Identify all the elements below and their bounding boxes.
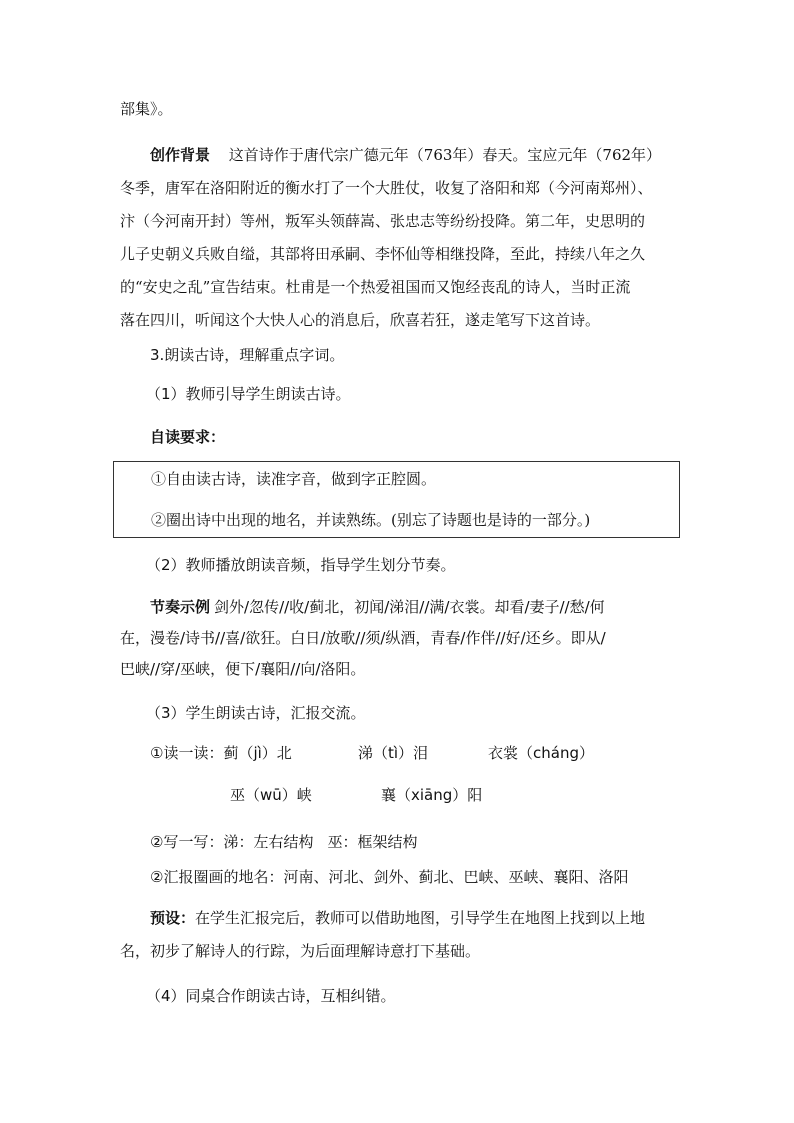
preset-line: 名，初步了解诗人的行踪，为后面理解诗意打下基础。 — [120, 942, 481, 960]
self-read-title: 自读要求： — [150, 428, 226, 446]
sub-step-3: （3）学生朗读古诗，汇报交流。 — [146, 704, 366, 722]
preset-text: 在学生汇报完后，教师可以借助地图，引导学生在地图上找到以上地 — [195, 909, 646, 927]
step-3-heading: 3.朗读古诗，理解重点字词。 — [150, 346, 345, 364]
preset-label: 预设： — [150, 909, 196, 927]
pinyin-item: 涕（tì）泪 — [358, 744, 429, 762]
background-line: 儿子史朝义兵败自缢，其部将田承嗣、李怀仙等相继投降，至此，持续八年之久 — [120, 245, 646, 263]
background-label: 创作背景 — [150, 146, 211, 164]
read-prefix: ①读一读： — [150, 744, 224, 762]
read-row-1 — [150, 743, 292, 763]
background-text: 这首诗作于唐代宗广德元年（763年）春天。宝应元年（762年） — [228, 146, 662, 164]
sub-step-2: （2）教师播放朗读音频，指导学生划分节奏。 — [146, 556, 456, 574]
rhythm-text: 剑外/忽传//收/蓟北，初闻/涕泪//满/衣裳。却看/妻子//愁/何 — [214, 598, 605, 616]
report-place-names: ②汇报圈画的地名：河南、河北、剑外、蓟北、巴峡、巫峡、襄阳、洛阳 — [150, 868, 629, 886]
background-line: 落在四川，听闻这个大快人心的消息后，欣喜若狂，遂走笔写下这首诗。 — [120, 311, 601, 329]
pinyin-item: 蓟（jì）北 — [223, 744, 292, 762]
requirement-item-1: ①自由读古诗，读准字音，做到字正腔圆。 — [151, 470, 437, 488]
rhythm-label: 节奏示例 — [150, 598, 211, 616]
pinyin-item: 襄（xiāng）阳 — [381, 786, 483, 804]
write-prefix: ②写一写： — [150, 833, 224, 851]
requirement-item-2: ②圈出诗中出现的地名，并读熟练。(别忘了诗题也是诗的一部分。) — [151, 511, 591, 529]
structure-item: 涕：左右结构 — [223, 833, 314, 851]
sub-step-4: （4）同桌合作朗读古诗，互相纠错。 — [146, 987, 396, 1005]
background-line: 冬季，唐军在洛阳附近的衡水打了一个大胜仗，收复了洛阳和郑（今河南郑州）、 — [120, 179, 653, 197]
background-paragraph-first-line — [150, 145, 661, 165]
rhythm-first-line — [150, 597, 605, 617]
sub-step-1: （1）教师引导学生朗读古诗。 — [146, 385, 351, 403]
rhythm-line: 在，漫卷/诗书//喜/欲狂。白日/放歌//须/纵酒，青春/作伴//好/还乡。即从/ — [120, 629, 606, 647]
self-read-requirements-box — [113, 461, 680, 538]
structure-item: 巫：框架结构 — [327, 833, 418, 851]
background-line: 的“安史之乱”宣告结束。杜甫是一个热爱祖国而又饱经丧乱的诗人，当时正流 — [120, 278, 631, 296]
pinyin-item: 衣裳（cháng） — [488, 744, 594, 762]
pinyin-item: 巫（wū）峡 — [230, 786, 312, 804]
background-line: 汴（今河南开封）等州，叛军头领薛嵩、张忠志等纷纷投降。第二年，史思明的 — [120, 212, 646, 230]
write-row — [150, 832, 417, 852]
rhythm-line: 巴峡//穿/巫峡，便下/襄阳//向/洛阳。 — [120, 660, 366, 678]
text-line: 部集》。 — [120, 100, 173, 118]
preset-first-line — [150, 908, 645, 928]
